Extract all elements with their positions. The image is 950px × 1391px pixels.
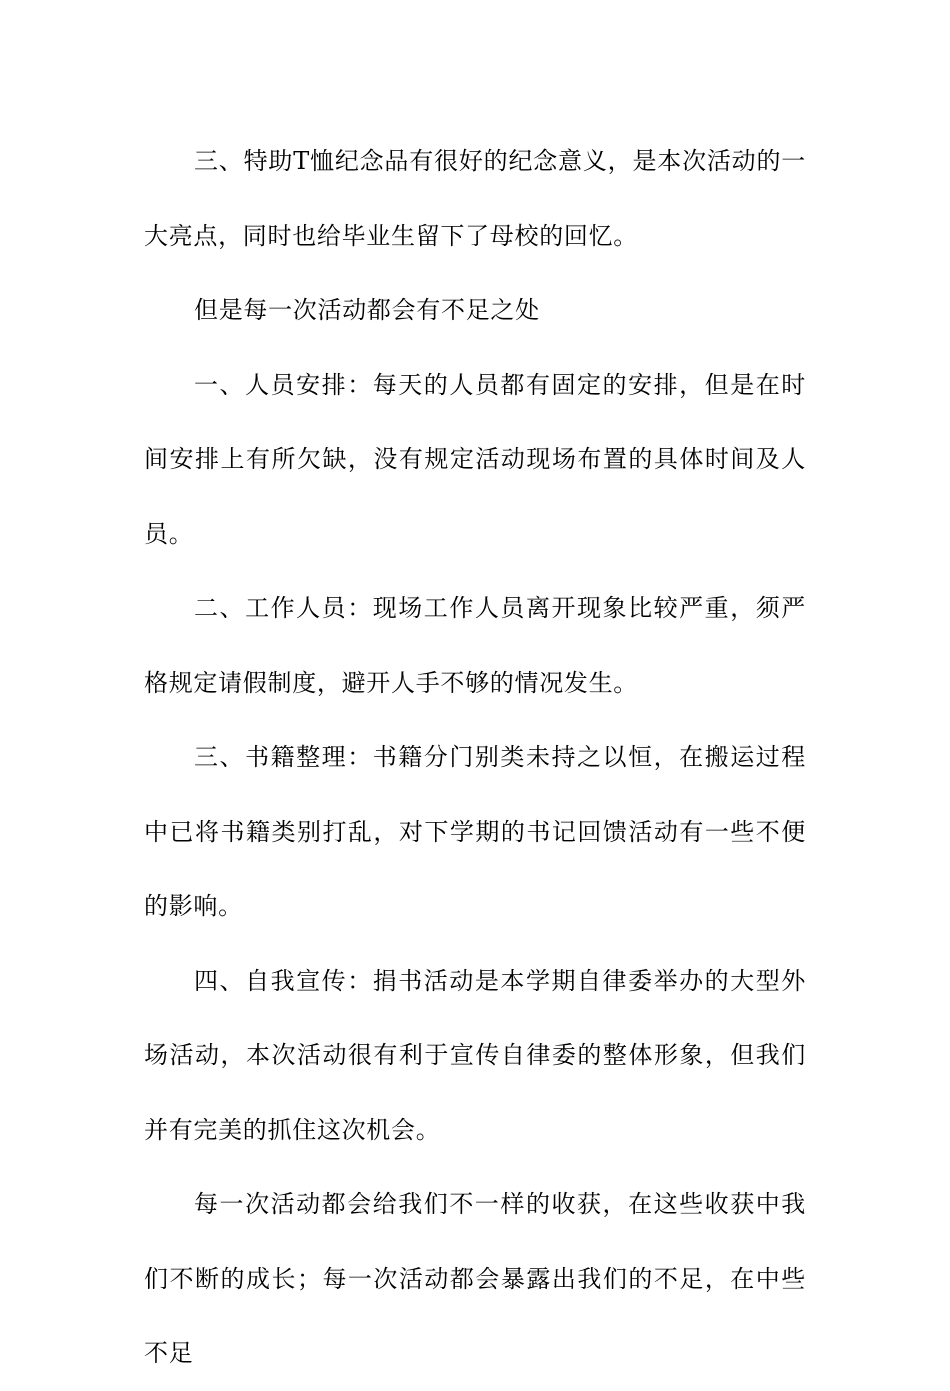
paragraph-workers: 二、工作人员：现场工作人员离开现象比较严重，须严格规定请假制度，避开人手不够的情况发生。 <box>144 594 806 697</box>
paragraph-self-promotion: 四、自我宣传：捐书活动是本学期自律委举办的大型外场活动，本次活动很有利于宣传自律委的整体形象，但我们并有完美的抓住这次机会。 <box>144 966 806 1144</box>
document-body <box>144 124 806 1391</box>
paragraph-staff-arrangement: 一、人员安排：每天的人员都有固定的安排，但是在时间安排上有所欠缺，没有规定活动现场布置的具体时间及人员。 <box>144 370 806 548</box>
paragraph-conclusion: 每一次活动都会给我们不一样的收获，在这些收获中我们不断的成长；每一次活动都会暴露出我们的不足，在中些不足 <box>144 1190 806 1367</box>
paragraph-shortcomings-intro: 但是每一次活动都会有不足之处 <box>194 296 540 324</box>
paragraph-tshirt-souvenir: 三、特助T恤纪念品有很好的纪念意义，是本次活动的一大亮点，同时也给毕业生留下了母校的回忆。 <box>144 147 806 250</box>
paragraph-book-sorting: 三、书籍整理：书籍分门别类未持之以恒，在搬运过程中已将书籍类别打乱，对下学期的书记回馈活动有一些不便的影响。 <box>144 743 806 920</box>
